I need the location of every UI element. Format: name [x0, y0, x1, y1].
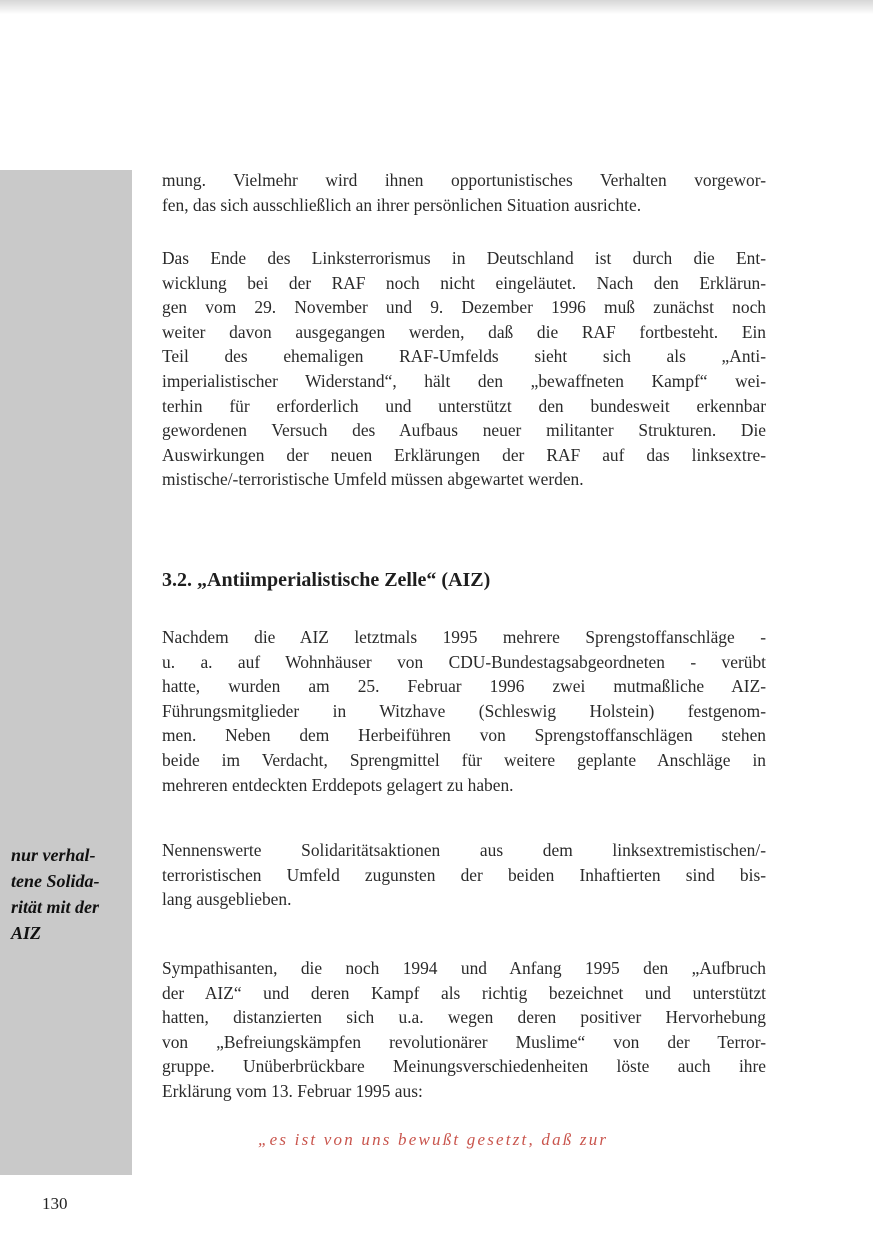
paragraph-sympathizers — [162, 956, 766, 1104]
text-line: gewordenen Versuch des Aufbaus neuer militanter Strukturen. Die — [162, 420, 766, 441]
text-line: Das Ende des Linksterrorismus in Deutschland ist durch die Ent- — [162, 248, 766, 268]
paragraph-raf-end — [162, 246, 766, 492]
text-line: Teil des ehemaligen RAF-Umfelds sieht sich als „Anti- — [162, 346, 766, 367]
margin-note — [11, 842, 123, 946]
text-line: Sympathisanten, die noch 1994 und Anfang 1995 den „Aufbruch — [162, 958, 766, 978]
text-line: wicklung bei der RAF noch nicht eingeläutet. Nach den Erklärun- — [162, 272, 766, 293]
text-line: fen, das sich ausschließlich an ihrer persönlichen Situation ausrichte. — [162, 194, 642, 215]
text-line: Nennenswerte Solidaritätsaktionen aus dem linksextremistischen/- — [162, 840, 766, 860]
text-line: imperialistischer Widerstand“, hält den „bewaffneten Kampf“ wei- — [162, 370, 766, 391]
text-line: beide im Verdacht, Sprengmittel für weitere geplante Anschläge in — [162, 749, 766, 770]
text-line: u. a. auf Wohnhäuser von CDU-Bundestagsabgeordneten - verübt — [162, 651, 766, 672]
margin-column — [0, 170, 132, 1175]
text-line: lang ausgeblieben. — [162, 889, 292, 910]
text-line: terhin für erforderlich und unterstützt den bundesweit erkennbar — [162, 395, 766, 416]
text-line: der AIZ“ und deren Kampf als richtig bezeichnet und unterstützt — [162, 982, 766, 1003]
text-line: von „Befreiungskämpfen revolutionärer Muslime“ von der Terror- — [162, 1031, 766, 1052]
text-line: men. Neben dem Herbeiführen von Sprengstoffanschlägen stehen — [162, 725, 766, 746]
paragraph-intro — [162, 168, 766, 217]
text-line: Auswirkungen der neuen Erklärungen der RAF auf das linksextre- — [162, 444, 766, 465]
text-line: hatten, distanzierten sich u.a. wegen deren positiver Hervorhebung — [162, 1007, 766, 1028]
text-line: terroristischen Umfeld zugunsten der beiden Inhaftierten sind bis- — [162, 864, 766, 885]
scan-edge — [0, 0, 873, 14]
text-line: Erklärung vom 13. Februar 1995 aus: — [162, 1080, 423, 1101]
margin-note-line: AIZ — [11, 923, 42, 943]
text-line: gen vom 29. November und 9. Dezember 1996 muß zunächst noch — [162, 297, 766, 318]
text-line: weiter davon ausgegangen werden, daß die RAF fortbesteht. Ein — [162, 321, 766, 342]
section-heading: 3.2. „Antiimperialistische Zelle“ (AIZ) — [162, 569, 491, 591]
margin-note-line: nur verhal- — [11, 845, 96, 865]
text-line: mistische/-terroristische Umfeld müssen abgewartet werden. — [162, 469, 584, 490]
paragraph-solidarity — [162, 838, 766, 912]
text-line: mung. Vielmehr wird ihnen opportunistisches Verhalten vorgewor- — [162, 170, 766, 190]
text-line: hatte, wurden am 25. Februar 1996 zwei mutmaßliche AIZ- — [162, 676, 766, 697]
paragraph-aiz-arrests — [162, 625, 766, 797]
margin-note-line: tene Solida- — [11, 871, 100, 891]
text-line: Führungsmitglieder in Witzhave (Schleswig Holstein) festgenom- — [162, 700, 766, 721]
text-line: gruppe. Unüberbrückbare Meinungsverschiedenheiten löste auch ihre — [162, 1056, 766, 1077]
page-number: 130 — [42, 1194, 68, 1213]
quote-excerpt: „es ist von uns bewußt gesetzt, daß zur — [258, 1130, 609, 1149]
margin-note-line: rität mit der — [11, 897, 100, 917]
text-line: Nachdem die AIZ letztmals 1995 mehrere Sprengstoffanschläge - — [162, 627, 766, 647]
text-line: mehreren entdeckten Erddepots gelagert zu haben. — [162, 774, 514, 795]
